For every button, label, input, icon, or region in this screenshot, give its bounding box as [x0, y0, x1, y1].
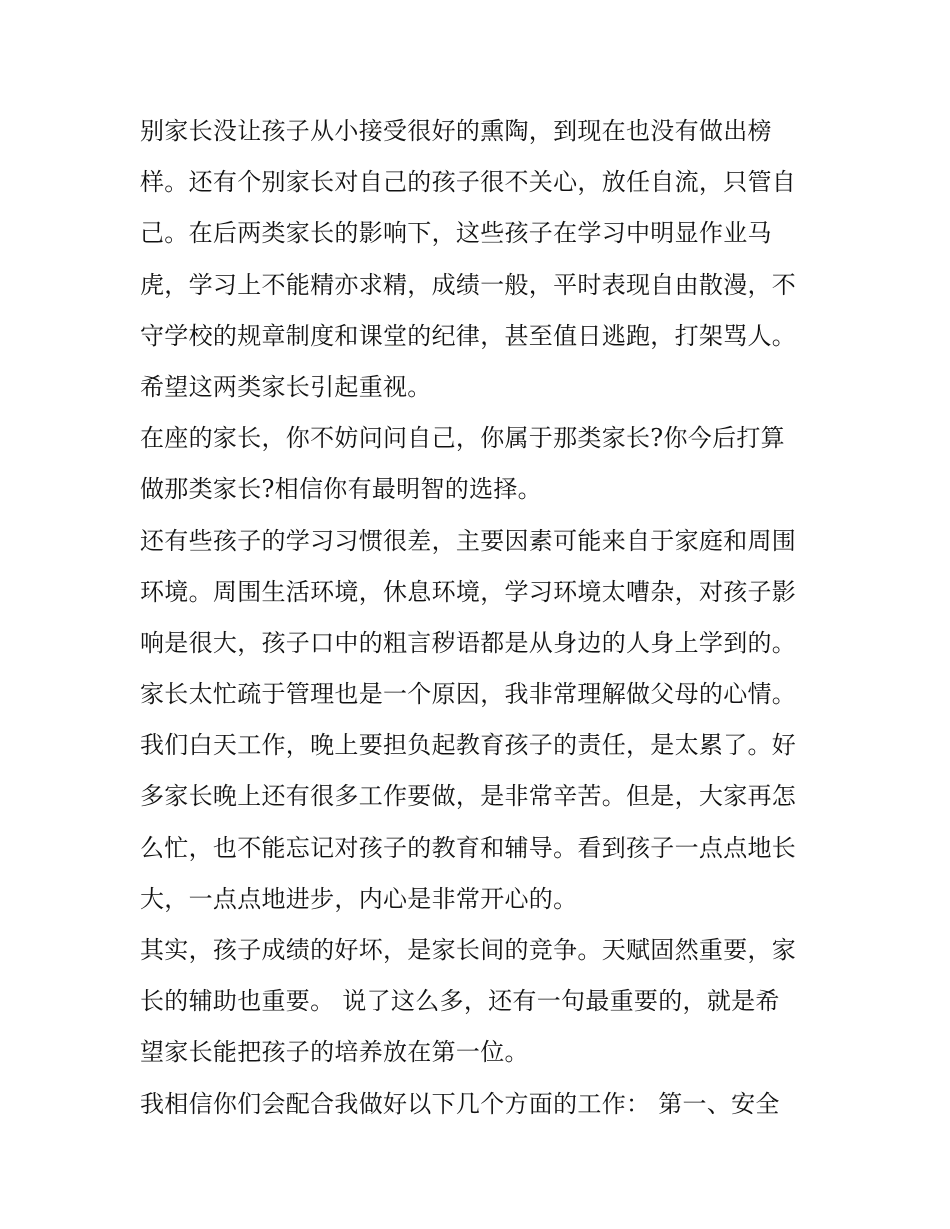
document-body [140, 106, 820, 1130]
text-line-6: 希望这两类家长引起重视。 [140, 372, 432, 401]
text-line-14: 多家长晚上还有很多工作要做，是非常辛苦。但是，大家再怎 [140, 782, 797, 811]
text-line-1: 别家长没让孩子从小接受很好的熏陶，到现在也没有做出榜 [140, 117, 772, 145]
text-line-18: 长的辅助也重要。 说了这么多，还有一句最重要的，就是希 [140, 987, 780, 1016]
text-line-10: 环境。周围生活环境，休息环境，学习环境太嘈杂，对孩子影 [140, 577, 797, 606]
text-line-19: 望家长能把孩子的培养放在第一位。 [140, 1038, 529, 1067]
text-line-2: 样。还有个别家长对自己的孩子很不关心，放任自流，只管自 [140, 168, 797, 197]
text-line-8: 做那类家长?相信你有最明智的选择。 [140, 475, 542, 504]
text-line-11: 响是很大，孩子口中的粗言秽语都是从身边的人身上学到的。 [140, 628, 797, 657]
text-line-5: 守学校的规章制度和课堂的纪律，甚至值日逃跑，打架骂人。 [140, 321, 797, 350]
text-line-17: 其实，孩子成绩的好坏，是家长间的竞争。天赋固然重要，家 [140, 936, 797, 964]
text-line-9: 还有些孩子的学习习惯很差，主要因素可能来自于家庭和周围 [140, 526, 797, 555]
text-line-3: 己。在后两类家长的影响下，这些孩子在学习中明显作业马 [140, 219, 772, 248]
text-line-4: 虎，学习上不能精亦求精，成绩一般，平时表现自由散漫，不 [140, 270, 797, 299]
text-line-15: 么忙，也不能忘记对孩子的教育和辅导。看到孩子一点点地长 [140, 833, 797, 862]
text-line-13: 我们白天工作，晚上要担负起教育孩子的责任，是太累了。好 [140, 731, 797, 760]
text-line-12: 家长太忙疏于管理也是一个原因，我非常理解做父母的心情。 [140, 680, 797, 709]
text-line-7: 在座的家长，你不妨问问自己，你属于那类家长?你今后打算 [140, 424, 785, 453]
text-line-16: 大，一点点地进步，内心是非常开心的。 [140, 884, 578, 913]
text-line-20: 我相信你们会配合我做好以下几个方面的工作： 第一、安全 [140, 1089, 780, 1118]
